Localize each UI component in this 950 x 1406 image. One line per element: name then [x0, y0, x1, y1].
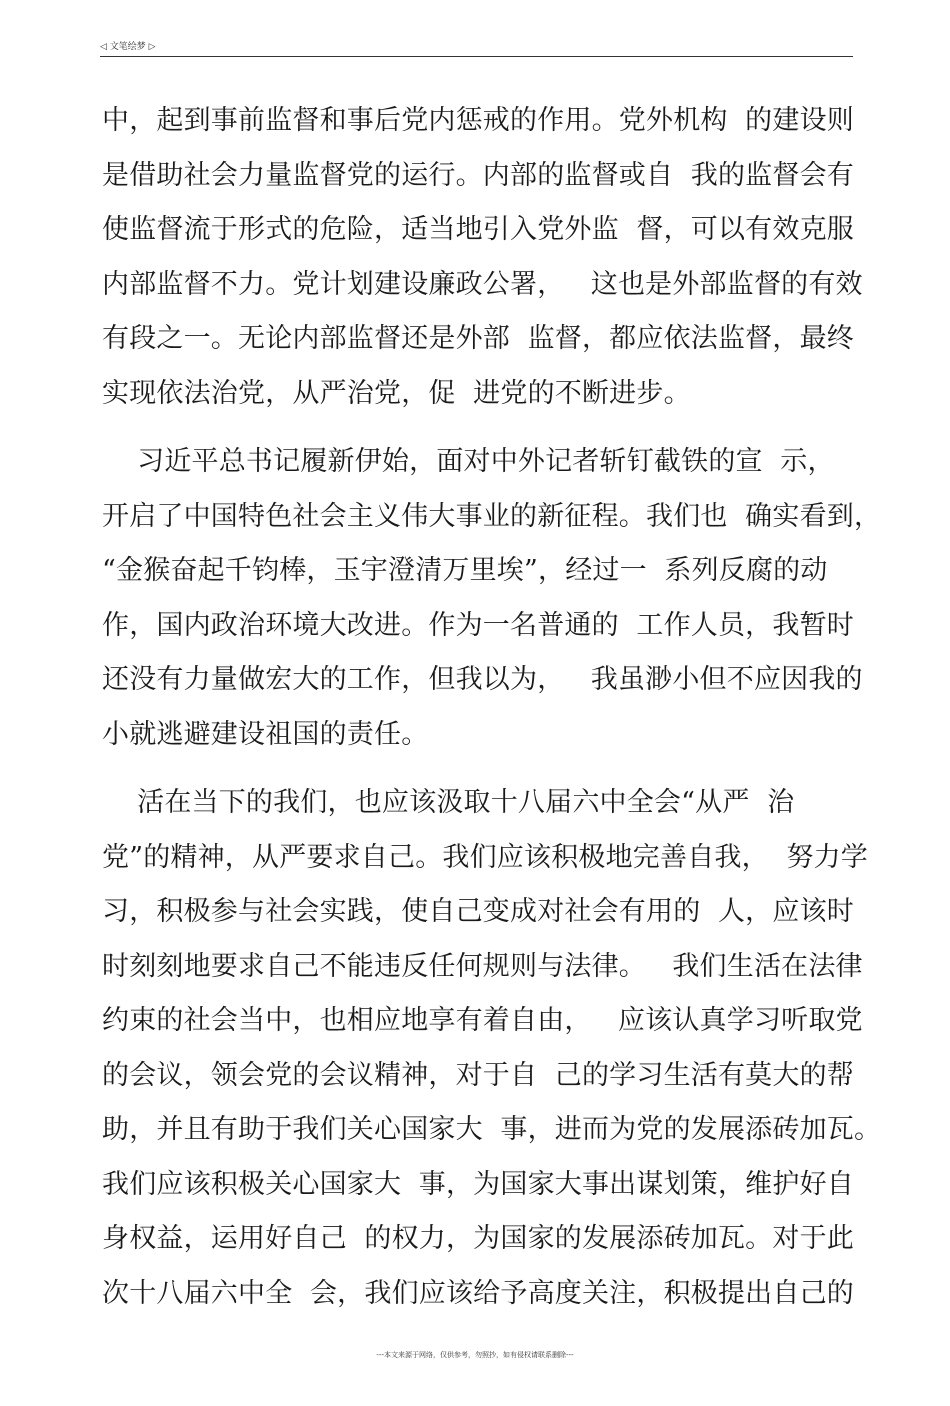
page-footer: ---本文来源于网络，仅供参考，勿照抄，如有侵权请联系删除--- [376, 1351, 574, 1359]
text-line: 约束的社会当中，也相应地享有着自由， 应该认真学习听取党 [102, 1005, 863, 1036]
text-line: 小就逃避建设祖国的责任。 [102, 718, 429, 750]
text-line: 实现依法治党，从严治党，促 进党的不断进步。 [102, 377, 691, 409]
text-line: 党”的精神，从严要求自己。我们应该积极地完善自我， 努力学 [102, 841, 868, 873]
text-line: 次十八届六中全 会，我们应该给予高度关注，积极提出自己的 [102, 1277, 854, 1309]
paragraph-spacer [102, 762, 862, 776]
text-line: 时刻刻地要求自己不能违反任何规则与法律。 我们生活在法律 [102, 950, 863, 982]
page-header [100, 38, 853, 57]
header-label: ◁ 文笔绘梦 ▷ [100, 42, 156, 52]
document-body [102, 94, 882, 1321]
text-line: 中，起到事前监督和事后党内惩戒的作用。党外机构 的建设则 [102, 105, 854, 136]
text-line: 开启了中国特色社会主义伟大事业的新征程。我们也 确实看到， [102, 500, 882, 532]
paragraph-2 [102, 435, 882, 762]
paragraph-3 [102, 776, 882, 1321]
text-line: “金猴奋起千钧棒，玉宇澄清万里埃”，经过一 系列反腐的动 [102, 555, 828, 586]
text-line: 身权益，运用好自己 的权力，为国家的发展添砖加瓦。对于此 [102, 1223, 854, 1254]
text-line: 是借助社会力量监督党的运行。内部的监督或自 我的监督会有 [102, 159, 854, 191]
text-line: 还没有力量做宏大的工作，但我以为， 我虽渺小但不应因我的 [102, 664, 863, 695]
text-line: 有段之一。无论内部监督还是外部 监督，都应依法监督，最终 [102, 323, 854, 354]
text-line: 作，国内政治环境大改进。作为一名普通的 工作人员，我暂时 [102, 609, 854, 641]
text-line: 使监督流于形式的危险，适当地引入党外监 督，可以有效克服 [102, 214, 854, 245]
text-line: 活在当下的我们，也应该汲取十八届六中全会“从严 治 [102, 787, 795, 818]
paragraph-1 [102, 94, 862, 421]
text-line: 习，积极参与社会实践，使自己变成对社会有用的 人，应该时 [102, 896, 854, 927]
text-line: 内部监督不力。党计划建设廉政公署， 这也是外部监督的有效 [102, 268, 863, 300]
text-line: 的会议，领会党的会议精神，对于自 己的学习生活有莫大的帮 [102, 1059, 854, 1091]
paragraph-spacer [102, 421, 862, 435]
text-line: 习近平总书记履新伊始，面对中外记者斩钉截铁的宣 示， [102, 446, 835, 477]
text-line: 我们应该积极关心国家大 事，为国家大事出谋划策，维护好自 [102, 1168, 854, 1200]
text-line: 助，并且有助于我们关心国家大 事，进而为党的发展添砖加瓦。 [102, 1114, 882, 1145]
